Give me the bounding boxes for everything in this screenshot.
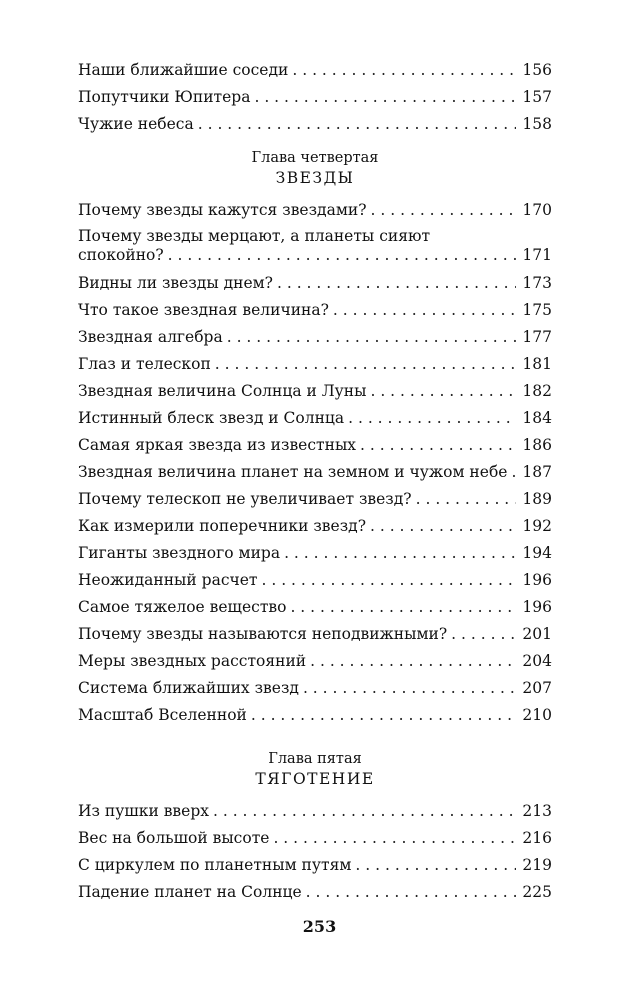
toc-entry-page: 219 — [522, 856, 552, 874]
dot-leader — [168, 246, 517, 265]
toc-entry[interactable] — [78, 373, 552, 400]
toc-entry-title: Система ближайших звезд — [78, 679, 303, 697]
toc-entry-title: Как измерили поперечники звезд? — [78, 517, 370, 535]
toc-entry[interactable] — [78, 670, 552, 697]
dot-leader — [370, 517, 516, 535]
dot-leader — [303, 679, 516, 697]
dot-leader — [310, 652, 516, 670]
dot-leader — [215, 355, 517, 373]
toc-entry-page: 171 — [522, 246, 552, 264]
dot-leader — [355, 856, 516, 874]
toc-entry[interactable] — [78, 562, 552, 589]
toc-entry[interactable] — [78, 481, 552, 508]
toc-entry-page: 182 — [522, 382, 552, 400]
toc-entry-title: Почему звезды называются неподвижными? — [78, 625, 451, 643]
dot-leader — [213, 802, 516, 820]
toc-entry-page: 189 — [522, 490, 552, 508]
toc-entry[interactable] — [78, 847, 552, 874]
dot-leader — [306, 883, 517, 901]
chapter-heading — [78, 149, 552, 188]
dot-leader — [333, 301, 516, 319]
chapter-heading — [78, 750, 552, 789]
toc-entry-page: 207 — [522, 679, 552, 697]
toc-entry-title: Почему звезды мерцают, а планеты сияют — [78, 227, 431, 245]
toc-entry-title: Гиганты звездного мира — [78, 544, 284, 562]
toc-entry-page: 187 — [522, 463, 552, 481]
toc-entry[interactable] — [78, 697, 552, 724]
page-number: 253 — [302, 917, 337, 936]
toc-entry[interactable] — [78, 319, 552, 346]
dot-leader — [284, 544, 516, 562]
toc-entry-page: 186 — [522, 436, 552, 454]
toc-entry[interactable] — [78, 874, 552, 901]
toc-entry-page: 170 — [522, 201, 552, 219]
toc-entry[interactable] — [78, 79, 552, 106]
dot-leader — [416, 490, 517, 508]
toc-entry-title: Почему звезды кажутся звездами? — [78, 201, 371, 219]
toc-entry[interactable] — [78, 793, 552, 820]
dot-leader — [292, 61, 516, 79]
toc-entry-title: Что такое звездная величина? — [78, 301, 333, 319]
toc-entry-title: Меры звездных расстояний — [78, 652, 310, 670]
dot-leader — [198, 115, 517, 133]
toc-entry-page: 158 — [522, 115, 552, 133]
toc-entry-page: 175 — [522, 301, 552, 319]
toc-entry-title: Самое тяжелое вещество — [78, 598, 290, 616]
dot-leader — [451, 625, 516, 643]
dot-leader — [227, 328, 517, 346]
toc-entry-title: Истинный блеск звезд и Солнца — [78, 409, 348, 427]
toc-entry-page: 204 — [522, 652, 552, 670]
toc-entry-page: 196 — [522, 598, 552, 616]
toc-entry-page: 196 — [522, 571, 552, 589]
toc-entry-title: С циркулем по планетным путям — [78, 856, 355, 874]
dot-leader — [273, 829, 516, 847]
toc-entry-title: Звездная алгебра — [78, 328, 227, 346]
toc-entry[interactable] — [78, 192, 552, 219]
toc-section-stars — [78, 192, 552, 724]
dot-leader — [277, 274, 516, 292]
dot-leader — [348, 409, 516, 427]
toc-entry-page: 184 — [522, 409, 552, 427]
toc-entry-page: 192 — [522, 517, 552, 535]
toc-entry-title: Неожиданный расчет — [78, 571, 262, 589]
chapter-name: ЗВЕЗДЫ — [275, 169, 355, 187]
dot-leader — [251, 706, 517, 724]
toc-entry[interactable] — [78, 427, 552, 454]
toc-entry[interactable] — [78, 400, 552, 427]
toc-entry-title: Звездная величина Солнца и Луны — [78, 382, 370, 400]
toc-entry-title: Самая яркая звезда из известных — [78, 436, 360, 454]
chapter-label: Глава четвертая — [251, 150, 379, 166]
toc-entry-page: 201 — [522, 625, 552, 643]
toc-entry-page: 213 — [522, 802, 552, 820]
dot-leader — [262, 571, 517, 589]
toc-entry-title: Почему телескоп не увеличивает звезд? — [78, 490, 416, 508]
dot-leader — [371, 201, 517, 219]
toc-entry-title: Вес на большой высоте — [78, 829, 273, 847]
toc-entry-title: Наши ближайшие соседи — [78, 61, 292, 79]
toc-entry-page: 156 — [522, 61, 552, 79]
toc-section-continued — [78, 52, 552, 133]
toc-entry[interactable] — [78, 219, 552, 265]
toc-entry-title: Звездная величина планет на земном и чужом небе — [78, 463, 511, 481]
toc-entry[interactable] — [78, 346, 552, 373]
toc-entry-title: Чужие небеса — [78, 115, 198, 133]
toc-entry[interactable] — [78, 454, 552, 481]
toc-entry-title-continued: спокойно? — [78, 246, 168, 265]
toc-entry-title: Глаз и телескоп — [78, 355, 215, 373]
toc-entry-title: Масштаб Вселенной — [78, 706, 251, 724]
toc-entry-page: 157 — [522, 88, 552, 106]
toc-entry-page: 225 — [522, 883, 552, 901]
toc-entry-title: Из пушки вверх — [78, 802, 213, 820]
toc-entry-page: 177 — [522, 328, 552, 346]
chapter-name: ТЯГОТЕНИЕ — [255, 770, 375, 788]
toc-entry-title: Видны ли звезды днем? — [78, 274, 277, 292]
toc-entry-page: 194 — [522, 544, 552, 562]
toc-entry[interactable] — [78, 643, 552, 670]
dot-leader — [254, 88, 516, 106]
table-of-contents — [78, 52, 552, 901]
toc-entry[interactable] — [78, 52, 552, 79]
toc-entry-page: 181 — [522, 355, 552, 373]
toc-entry[interactable] — [78, 535, 552, 562]
toc-entry-page: 173 — [522, 274, 552, 292]
toc-entry[interactable] — [78, 589, 552, 616]
chapter-label: Глава пятая — [268, 751, 362, 767]
dot-leader — [290, 598, 516, 616]
toc-entry-page: 210 — [522, 706, 552, 724]
toc-entry[interactable] — [78, 820, 552, 847]
toc-entry[interactable] — [78, 265, 552, 292]
toc-section-gravity — [78, 793, 552, 901]
toc-entry-title: Попутчики Юпитера — [78, 88, 254, 106]
dot-leader — [360, 436, 516, 454]
toc-entry-page: 216 — [522, 829, 552, 847]
toc-entry-title: Падение планет на Солнце — [78, 883, 306, 901]
dot-leader — [370, 382, 516, 400]
toc-entry[interactable] — [78, 106, 552, 133]
toc-entry[interactable] — [78, 616, 552, 643]
toc-entry[interactable] — [78, 292, 552, 319]
toc-entry[interactable] — [78, 508, 552, 535]
